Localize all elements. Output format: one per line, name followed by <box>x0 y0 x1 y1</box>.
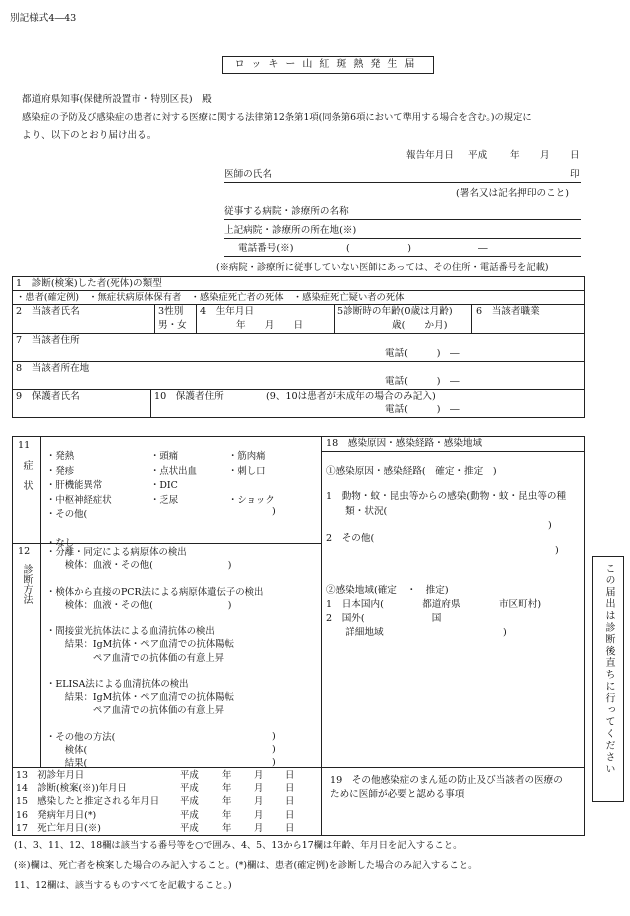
symptom-headache: ・頭痛 <box>150 451 179 462</box>
infection-item2-close: ) <box>555 545 559 556</box>
r1-options: ・患者(確定例) ・無症状病原体保有者 ・感染症死亡者の死体 ・感染症死亡疑い者の死体 <box>16 292 405 303</box>
date-day: 日 <box>285 796 295 808</box>
date-14-label: 14 診断(検案(※))年月日 <box>16 783 127 795</box>
patient-address-phone: 電話( ) ― <box>385 348 460 359</box>
region-abroad: 2 国外( 国 <box>326 613 442 624</box>
phone-dash: ― <box>478 243 488 254</box>
infection-header: 18 感染原因・感染経路・感染地域 <box>326 438 483 449</box>
seal-note: (署名又は記名押印のこと) <box>456 188 570 199</box>
age-label: 5診断時の年齢(0歳は月齢) <box>337 306 453 317</box>
diagnosis-number: 12 <box>18 546 31 557</box>
symptoms-col1 <box>46 450 112 552</box>
symptom-none: ・なし <box>46 538 75 549</box>
date-13-label: 13 初診年月日 <box>16 770 85 781</box>
intro-line-1: 感染症の予防及び感染症の患者に対する医療に関する法律第12条第1項(同条第6項において準用する場合を含む。)の規定に <box>22 112 532 123</box>
infection-item1b: 類・状況( <box>326 506 388 517</box>
date-era: 平成 <box>180 770 199 781</box>
patient-address-label: 7 当該者住所 <box>16 335 80 346</box>
date-month: 月 <box>254 822 264 834</box>
symptom-liver: ・肝機能異常 <box>46 480 103 491</box>
diag-other-close: ) <box>272 731 276 742</box>
diag-line: 結果：IgM抗体・ペア血清での抗体陽転 <box>46 639 235 651</box>
seal-mark: 印 <box>570 169 580 180</box>
diag-line: ・間接蛍光抗体法による血清抗体の検出 <box>46 626 215 638</box>
infection-item1-close: ) <box>548 520 552 531</box>
sex-label: 3性別 <box>158 306 184 317</box>
date-era: 平成 <box>180 783 199 795</box>
diag-line <box>46 665 263 678</box>
diag-line: ・検体から直接のPCR法による病原体遺伝子の検出 <box>46 586 264 598</box>
symptom-fever: ・発熱 <box>46 451 75 462</box>
date-month: 月 <box>254 770 264 781</box>
facility-label: 従事する病院・診療所の名称 <box>224 206 349 217</box>
symptom-petechiae: ・点状出血 <box>150 465 197 477</box>
facility-line <box>224 219 581 220</box>
dob-label: 4 生年月日 <box>200 306 255 317</box>
region-domestic: 1 日本国内( 都道府県 市区町村) <box>326 599 542 610</box>
diag-line: ・その他の方法( <box>46 731 116 743</box>
date-day: 日 <box>285 809 295 821</box>
symptom-other-close: ) <box>272 506 276 517</box>
report-date-year: 年 <box>510 150 520 161</box>
date-year: 年 <box>222 796 232 808</box>
form-id: 別記様式4―43 <box>10 13 77 24</box>
symptom-bite: ・刺し口 <box>228 465 266 477</box>
diag-line: 結果：IgM抗体・ペア血清での抗体陽転 <box>46 692 235 704</box>
patient-location-phone: 電話( ) ― <box>385 376 460 387</box>
date-era: 平成 <box>180 796 199 808</box>
guardian-address-label: 10 保護者住所 <box>154 391 224 402</box>
date-16-label: 16 発病年月日(*) <box>16 809 97 821</box>
symptoms-col2 <box>150 450 197 508</box>
guardian-phone: 電話( ) ― <box>385 404 460 415</box>
region-detail: 詳細地域 <box>326 627 384 638</box>
note-3: 11、12欄は、該当するものすべてを記載すること。) <box>14 880 232 891</box>
item19-line1: 19 その他感染症のまん延の防止及び当該者の医療の <box>330 775 563 786</box>
sex-value: 男・女 <box>158 320 187 331</box>
region-close: ) <box>503 627 507 638</box>
date-day: 日 <box>285 783 295 795</box>
age-value: 歳( か月) <box>392 320 448 331</box>
date-year-col <box>222 769 231 835</box>
note-1: (1、3、11、12、18欄は該当する番号等を○で囲み、4、5、13から17欄は年齢、年月日を記入すること。 <box>14 840 463 851</box>
date-month-col <box>254 769 263 835</box>
doctor-name-label: 医師の氏名 <box>224 169 272 180</box>
diag-line: 検体( <box>46 745 88 757</box>
symptom-shock: ・ショック <box>228 494 275 506</box>
item19-line2: ために医師が必要と認める事項 <box>330 789 465 800</box>
date-day: 日 <box>285 770 295 781</box>
symptom-spacer2 <box>228 479 275 494</box>
date-year: 年 <box>222 783 232 795</box>
symptom-dic: ・DIC <box>150 480 178 491</box>
date-labels <box>16 769 159 835</box>
date-era: 平成 <box>180 822 199 834</box>
date-era-col <box>180 769 199 835</box>
infection-item2: 2 その他( <box>326 533 375 544</box>
symptoms-col3 <box>228 450 275 508</box>
diagnosis-methods <box>46 546 263 770</box>
symptom-rash: ・発疹 <box>46 465 75 477</box>
symptoms-number: 11 <box>18 440 31 451</box>
date-month: 月 <box>254 796 264 808</box>
job-label: 6 当該者職業 <box>476 306 540 317</box>
diagnosis-label: 診断方法 <box>21 564 32 604</box>
diag-line <box>46 718 263 731</box>
phone-line <box>224 256 581 257</box>
date-17-label: 17 死亡年月日(※) <box>16 822 101 834</box>
intro-line-2: より、以下のとおり届け出る。 <box>22 130 157 141</box>
diag-result-close: ) <box>272 757 276 768</box>
diag-line <box>46 612 263 625</box>
diag-line: ペア血清での抗体価の有意上昇 <box>46 705 225 717</box>
address-footnote: (※病院・診療所に従事していない医師にあっては、その住所・電話番号を記載) <box>216 262 549 273</box>
phone-label: 電話番号(※) <box>238 243 294 254</box>
diag-line: 検体：血液・その他( ) <box>46 599 232 611</box>
dob-value: 年 月 日 <box>236 320 304 331</box>
side-note: この届出は診断後直ちに行ってください <box>603 563 614 776</box>
date-day-col <box>285 769 294 835</box>
title-box <box>222 56 434 74</box>
patient-name-label: 2 当該者氏名 <box>16 306 80 317</box>
symptom-cns: ・中枢神経症状 <box>46 494 112 506</box>
infection-cause: ①感染原因・感染経路( 確定・推定 ) <box>326 466 497 477</box>
phone-area-code: ( ) <box>346 243 412 254</box>
date-year: 年 <box>222 770 232 781</box>
date-era: 平成 <box>180 809 199 821</box>
diag-line: ペア血清での抗体価の有意上昇 <box>46 652 225 664</box>
infection-item1a: 1 動物・蚊・昆虫等からの感染(動物・蚊・昆虫等の種 <box>326 491 567 502</box>
date-month: 月 <box>254 783 264 795</box>
symptom-spacer <box>46 523 112 538</box>
date-year: 年 <box>222 822 232 834</box>
guardian-note: (9、10は患者が未成年の場合のみ記入) <box>266 391 436 402</box>
diag-line: ・分離・同定による病原体の検出 <box>46 547 187 558</box>
report-date-day: 日 <box>570 150 580 161</box>
diag-line: 検体：血液・その他( ) <box>46 560 232 572</box>
date-15-label: 15 感染したと推定される年月日 <box>16 796 160 808</box>
guardian-name-label: 9 保護者氏名 <box>16 391 80 402</box>
symptom-oliguria: ・乏尿 <box>150 494 179 506</box>
facility-address-label: 上記病院・診療所の所在地(※) <box>224 225 357 236</box>
symptom-other: ・その他( <box>46 509 88 520</box>
report-date-era: 平成 <box>468 150 488 161</box>
diag-line <box>46 572 263 585</box>
date-month: 月 <box>254 809 264 821</box>
symptom-myalgia: ・筋肉痛 <box>228 451 266 462</box>
facility-address-line <box>224 238 581 239</box>
date-year: 年 <box>222 809 232 821</box>
form-title: ロッキー山紅斑熱発生届 <box>234 59 422 70</box>
infection-region: ②感染地域(確定 ・ 推定) <box>326 585 449 596</box>
doctor-name-line <box>224 182 581 183</box>
addressee: 都道府県知事(保健所設置市・特別区長) 殿 <box>22 94 212 105</box>
side-note-box <box>592 556 624 802</box>
note-2: (※)欄は、死亡者を検案した場合のみ記入すること。(*)欄は、患者(確定例)を診断した場合のみ記入すること。 <box>14 860 478 871</box>
r1-label: 1 診断(検案)した者(死体)の類型 <box>16 278 162 289</box>
diag-specimen-close: ) <box>272 744 276 755</box>
patient-location-label: 8 当該者所在地 <box>16 363 90 374</box>
symptoms-label: 症 状 <box>21 460 32 490</box>
report-date-label: 報告年月日 <box>406 150 454 161</box>
report-date-month: 月 <box>540 150 550 161</box>
diag-line: ・ELISA法による血清抗体の検出 <box>46 679 189 691</box>
diag-line: 結果( <box>46 758 88 770</box>
date-day: 日 <box>285 822 295 834</box>
